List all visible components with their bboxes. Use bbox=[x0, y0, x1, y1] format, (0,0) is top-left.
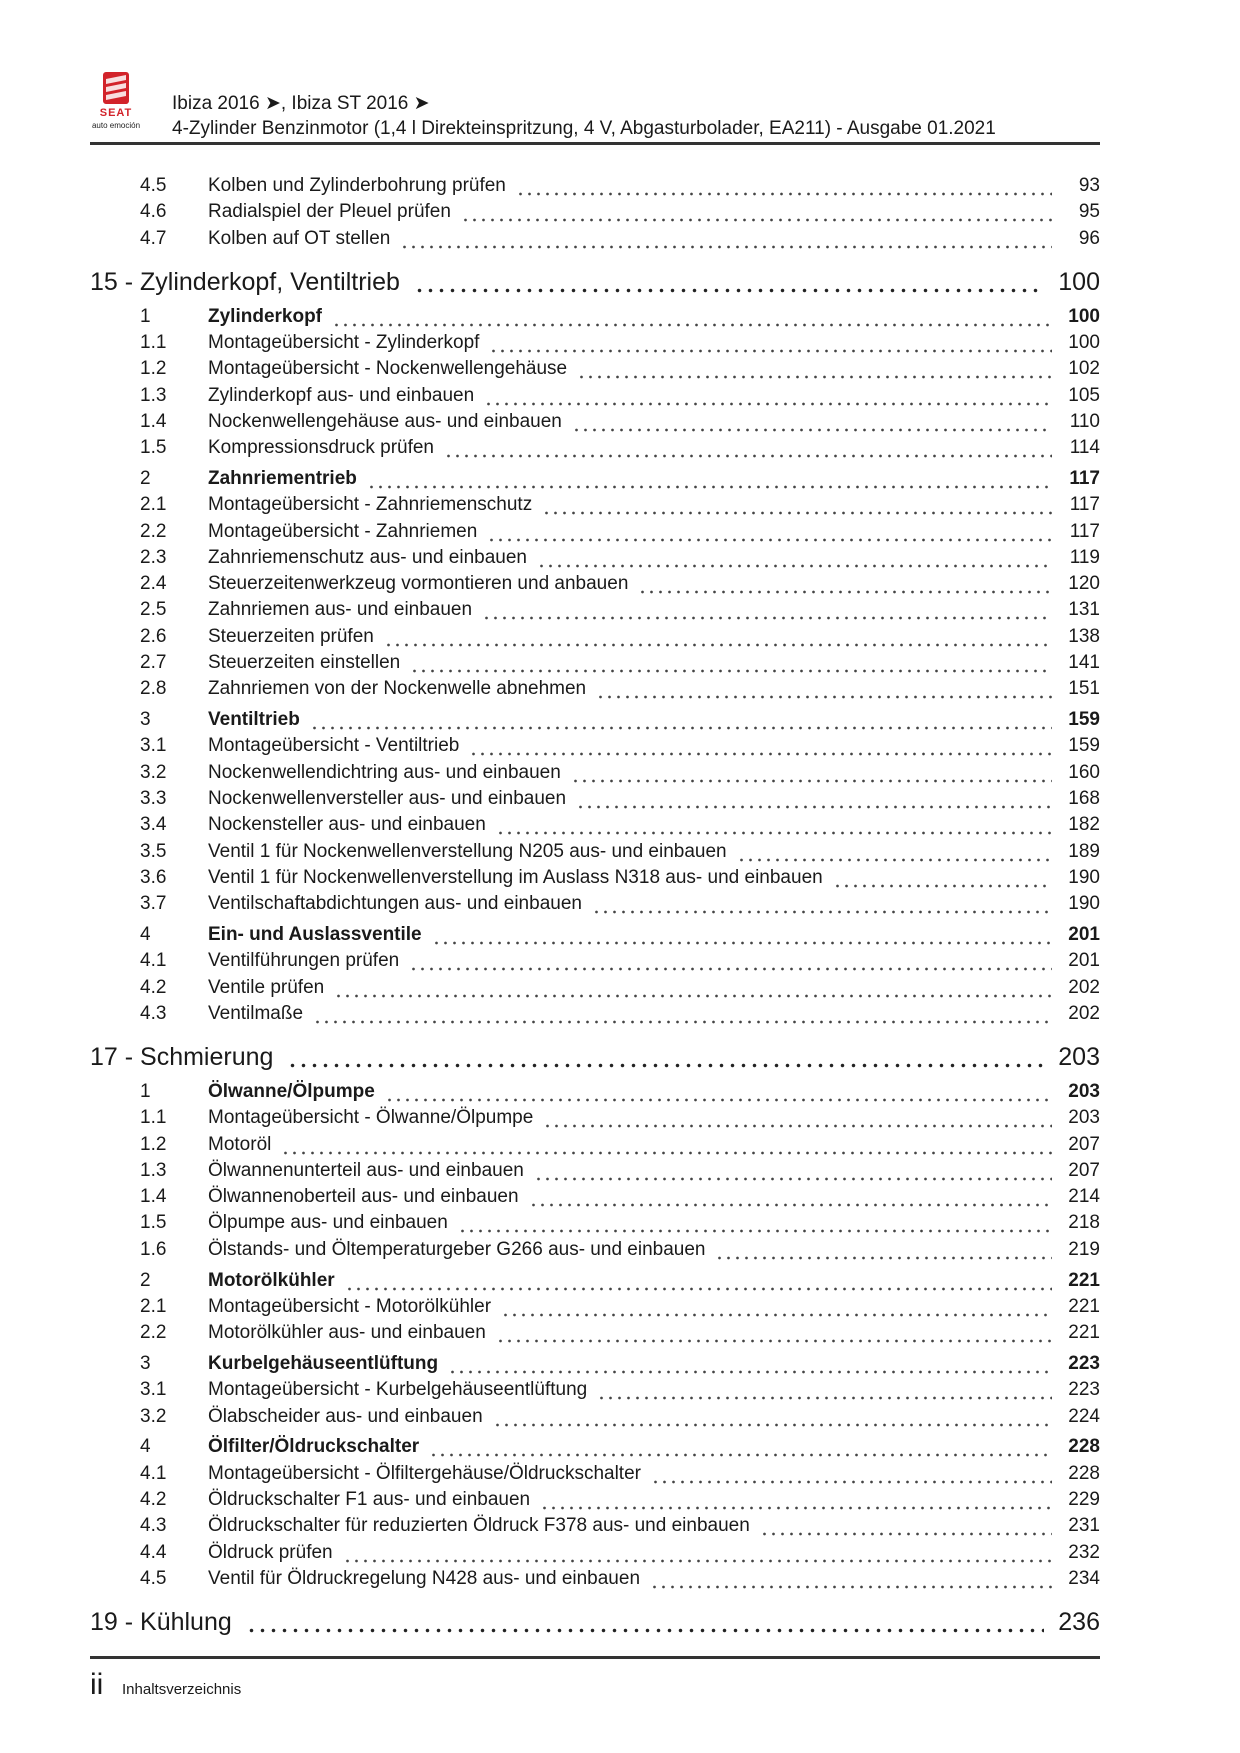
toc-entry-number: 4 bbox=[140, 924, 151, 945]
toc-entry-title: Ein- und Auslassventile bbox=[208, 924, 422, 945]
dot-leader bbox=[576, 789, 1052, 809]
toc-entry-title: Ölfilter/Öldruckschalter bbox=[208, 1436, 420, 1458]
toc-entry-number: 3.2 bbox=[140, 761, 167, 783]
dot-leader bbox=[482, 600, 1052, 620]
toc-entry-number: 1.1 bbox=[140, 1107, 167, 1129]
toc-entry-number: 1 bbox=[140, 305, 151, 327]
toc-subsection-entry[interactable] bbox=[90, 675, 1100, 703]
dot-leader bbox=[493, 1407, 1052, 1427]
toc-entry-page: 207 bbox=[1068, 1133, 1100, 1155]
toc-entry-title: Ölwanne/Ölpumpe bbox=[208, 1080, 375, 1102]
toc-entry-number: 1.6 bbox=[140, 1238, 167, 1260]
toc-entry-page: 228 bbox=[1068, 1462, 1100, 1484]
toc-entry-page: 231 bbox=[1068, 1515, 1100, 1537]
toc-entry-number: 1.2 bbox=[140, 1133, 167, 1155]
toc-entry-page: 223 bbox=[1068, 1379, 1100, 1401]
dot-leader bbox=[458, 1213, 1052, 1233]
toc-entry-number: 3.4 bbox=[140, 814, 167, 836]
toc-entry-title: Montageübersicht - Zylinderkopf bbox=[208, 331, 480, 353]
toc-entry-page: 232 bbox=[1068, 1541, 1100, 1563]
toc-subsection-entry[interactable] bbox=[90, 491, 1100, 519]
toc-entry-number: 2 bbox=[140, 467, 151, 489]
toc-entry-number: 2.7 bbox=[140, 652, 167, 673]
toc-entry-title: Zahnriemen aus- und einbauen bbox=[208, 599, 473, 621]
toc-subsection-entry[interactable] bbox=[90, 890, 1100, 918]
seat-logo bbox=[88, 72, 160, 134]
dot-leader bbox=[651, 1464, 1052, 1484]
dot-leader bbox=[429, 1437, 1052, 1457]
header-engine-description: 4-Zylinder Benzinmotor (1,4 l Direkteinspritzung, 4 V, Abgasturbolader, EA211) - Ausgabe 01.2021 bbox=[172, 118, 996, 139]
footer-page-number: ii bbox=[90, 1668, 104, 1701]
toc-entry-page: 203 bbox=[1058, 1043, 1100, 1072]
footer-section-label: Inhaltsverzeichnis bbox=[122, 1681, 242, 1698]
toc-subsection-entry[interactable] bbox=[90, 1565, 1100, 1593]
toc-entry-number: 4.1 bbox=[140, 1462, 167, 1484]
toc-entry-number: 1.1 bbox=[140, 331, 167, 353]
dot-leader bbox=[461, 202, 1052, 222]
toc-entry-number: 2.2 bbox=[140, 520, 167, 542]
toc-entry-page: 228 bbox=[1068, 1436, 1100, 1458]
dot-leader bbox=[537, 548, 1052, 568]
dot-leader bbox=[334, 978, 1052, 998]
toc-subsection-entry[interactable] bbox=[90, 732, 1100, 760]
toc-entry-number: 2.3 bbox=[140, 546, 167, 568]
dot-leader bbox=[432, 925, 1052, 945]
dot-leader bbox=[715, 1240, 1052, 1260]
toc-subsection-entry[interactable] bbox=[90, 1104, 1100, 1132]
toc-entry-number: 4.6 bbox=[140, 201, 167, 223]
toc-entry-number: 3.7 bbox=[140, 893, 167, 915]
toc-entry-page: 190 bbox=[1068, 866, 1100, 888]
toc-entry-number: 1.2 bbox=[140, 358, 167, 380]
toc-entry-page: 100 bbox=[1058, 268, 1100, 297]
toc-entry-title: Kurbelgehäuseentlüftung bbox=[208, 1352, 439, 1374]
toc-entry-title: Ventile prüfen bbox=[208, 976, 325, 998]
toc-entry-title: Ventil 1 für Nockenwellenverstellung N205 aus- und einbauen bbox=[208, 840, 727, 862]
toc-subsection-entry[interactable] bbox=[90, 382, 1100, 410]
dot-leader bbox=[650, 1569, 1052, 1589]
dot-leader bbox=[760, 1516, 1052, 1536]
toc-subsection-entry[interactable] bbox=[90, 974, 1100, 1002]
toc-entry-number: 4.2 bbox=[140, 976, 167, 998]
dot-leader bbox=[345, 1271, 1052, 1291]
toc-subsection-entry[interactable] bbox=[90, 1209, 1100, 1237]
toc-subsection-entry[interactable] bbox=[90, 623, 1100, 651]
toc-entry-page: 214 bbox=[1068, 1186, 1100, 1208]
toc-entry-title: Ölwannenunterteil aus- und einbauen bbox=[208, 1159, 524, 1181]
toc-entry-number: 4.2 bbox=[140, 1488, 167, 1510]
dot-leader bbox=[496, 815, 1052, 835]
toc-entry-title: Montageübersicht - Zahnriemen bbox=[208, 520, 478, 542]
toc-entry-number: 4.3 bbox=[140, 1515, 167, 1537]
toc-subsection-entry[interactable] bbox=[90, 1460, 1100, 1488]
toc-entry-number: 4.4 bbox=[140, 1541, 167, 1563]
toc-entry-page: 95 bbox=[1078, 201, 1100, 223]
toc-entry-page: 201 bbox=[1068, 924, 1100, 945]
toc-entry-title: Montageübersicht - Ventiltrieb bbox=[208, 735, 460, 757]
header-vehicle-models: Ibiza 2016 ➤, Ibiza ST 2016 ➤ bbox=[172, 93, 430, 114]
dot-leader bbox=[310, 710, 1052, 730]
toc-entry-page: 114 bbox=[1069, 437, 1100, 459]
toc-entry-title: Zahnriementrieb bbox=[208, 467, 357, 489]
toc-entry-page: 224 bbox=[1068, 1405, 1100, 1427]
toc-entry-title: Nockenwellenversteller aus- und einbauen bbox=[208, 788, 567, 809]
dot-leader bbox=[577, 359, 1052, 379]
toc-entry-page: 141 bbox=[1068, 652, 1100, 673]
toc-entry-number: 4.3 bbox=[140, 1002, 167, 1024]
toc-subsection-entry[interactable] bbox=[90, 1131, 1100, 1159]
toc-entry-number: 2 bbox=[140, 1269, 151, 1291]
toc-entry-number: 3.2 bbox=[140, 1405, 167, 1427]
header-divider bbox=[90, 142, 1100, 145]
toc-entry-page: 120 bbox=[1068, 573, 1100, 595]
toc-entry-title: Ölstands- und Öltemperaturgeber G266 aus- und einbauen bbox=[208, 1238, 706, 1260]
toc-subsection-entry[interactable] bbox=[90, 198, 1100, 226]
toc-entry-title: Ventil 1 für Nockenwellenverstellung im Auslass N318 aus- und einbauen bbox=[208, 866, 823, 888]
dot-leader bbox=[540, 1490, 1052, 1510]
toc-chapter-entry[interactable] bbox=[90, 266, 1100, 300]
toc-entry-page: 202 bbox=[1068, 1002, 1100, 1024]
toc-entry-page: 102 bbox=[1068, 358, 1100, 380]
toc-entry-title: Ölabscheider aus- und einbauen bbox=[208, 1405, 483, 1427]
toc-entry-title: Kolben und Zylinderbohrung prüfen bbox=[208, 175, 506, 196]
toc-entry-page: 221 bbox=[1068, 1295, 1100, 1317]
toc-section-entry[interactable] bbox=[90, 1267, 1100, 1295]
toc-entry-page: 236 bbox=[1058, 1608, 1100, 1637]
toc-entry-title: Steuerzeiten prüfen bbox=[208, 625, 374, 647]
toc-entry-number: 4.5 bbox=[140, 1567, 167, 1589]
dot-leader bbox=[571, 763, 1052, 783]
toc-entry-title: Ventilführungen prüfen bbox=[208, 950, 400, 972]
dot-leader bbox=[592, 894, 1052, 914]
dot-leader bbox=[385, 1082, 1052, 1102]
toc-entry-number: 2.4 bbox=[140, 573, 167, 595]
toc-entry-number: 1 bbox=[140, 1080, 151, 1102]
dot-leader bbox=[281, 1135, 1052, 1155]
toc-section-entry[interactable] bbox=[90, 1433, 1100, 1461]
toc-subsection-entry[interactable] bbox=[90, 649, 1100, 677]
toc-section-entry[interactable] bbox=[90, 1078, 1100, 1106]
toc-entry-page: 201 bbox=[1068, 950, 1100, 972]
toc-entry-number: 3.5 bbox=[140, 840, 167, 862]
seat-emblem-icon bbox=[88, 72, 160, 134]
toc-subsection-entry[interactable] bbox=[90, 1539, 1100, 1567]
svg-text:auto emoción: auto emoción bbox=[91, 121, 141, 130]
toc-chapter-entry[interactable] bbox=[90, 1041, 1100, 1075]
dot-leader bbox=[287, 1048, 1044, 1068]
toc-section-entry[interactable] bbox=[90, 1350, 1100, 1378]
dot-leader bbox=[534, 1161, 1052, 1181]
toc-entry-title: Motoröl bbox=[208, 1133, 272, 1155]
toc-subsection-entry[interactable] bbox=[90, 811, 1100, 839]
toc-entry-page: 189 bbox=[1068, 840, 1100, 862]
toc-entry-title: Ventil für Öldruckregelung N428 aus- und einbauen bbox=[208, 1567, 641, 1589]
toc-entry-page: 221 bbox=[1068, 1322, 1100, 1344]
toc-entry-page: 131 bbox=[1068, 599, 1100, 621]
dot-leader bbox=[529, 1187, 1052, 1207]
toc-entry-title: Motorölkühler bbox=[208, 1269, 335, 1291]
dot-leader bbox=[246, 1613, 1045, 1633]
toc-subsection-entry[interactable] bbox=[90, 1000, 1100, 1028]
toc-entry-number: 2.2 bbox=[140, 1322, 167, 1344]
toc-entry-number: 1.5 bbox=[140, 1212, 167, 1234]
toc-entry-number: 1.4 bbox=[140, 1186, 167, 1208]
toc-entry-title: Zylinderkopf bbox=[208, 305, 323, 327]
toc-subsection-entry[interactable] bbox=[90, 434, 1100, 462]
toc-entry-page: 159 bbox=[1068, 735, 1100, 757]
footer-divider bbox=[90, 1656, 1100, 1659]
toc-entry-number: 4.5 bbox=[140, 175, 167, 196]
dot-leader bbox=[409, 951, 1052, 971]
toc-entry-page: 117 bbox=[1069, 467, 1100, 489]
dot-leader bbox=[400, 229, 1052, 249]
toc-subsection-entry[interactable] bbox=[90, 1293, 1100, 1321]
toc-entry-title: Ventiltrieb bbox=[208, 709, 300, 731]
toc-entry-title: Zahnriemenschutz aus- und einbauen bbox=[208, 546, 527, 568]
toc-subsection-entry[interactable] bbox=[90, 172, 1100, 200]
toc-subsection-entry[interactable] bbox=[90, 596, 1100, 624]
toc-entry-number: 1.4 bbox=[140, 410, 167, 432]
dot-leader bbox=[444, 438, 1052, 458]
dot-leader bbox=[487, 522, 1052, 542]
toc-entry-page: 223 bbox=[1068, 1352, 1100, 1374]
toc-section-entry[interactable] bbox=[90, 921, 1100, 949]
dot-leader bbox=[489, 333, 1052, 353]
toc-entry-title: Öldruck prüfen bbox=[208, 1541, 333, 1563]
toc-entry-page: 96 bbox=[1078, 227, 1100, 249]
toc-entry-number: 3.3 bbox=[140, 788, 167, 809]
toc-entry-page: 159 bbox=[1068, 709, 1100, 731]
dot-leader bbox=[343, 1543, 1052, 1563]
toc-section-entry[interactable] bbox=[90, 303, 1100, 331]
toc-entry-title: Nockensteller aus- und einbauen bbox=[208, 814, 486, 836]
toc-entry-title: Montageübersicht - Motorölkühler bbox=[208, 1295, 492, 1317]
dot-leader bbox=[410, 653, 1052, 673]
dot-leader bbox=[737, 842, 1052, 862]
toc-entry-title: Motorölkühler aus- und einbauen bbox=[208, 1322, 486, 1344]
toc-entry-title: Ölpumpe aus- und einbauen bbox=[208, 1212, 448, 1234]
toc-subsection-entry[interactable] bbox=[90, 864, 1100, 892]
toc-entry-title: Montageübersicht - Zahnriemenschutz bbox=[208, 494, 533, 516]
toc-entry-title: Ventilmaße bbox=[208, 1002, 304, 1024]
toc-entry-title: 19 - Kühlung bbox=[90, 1608, 232, 1637]
toc-entry-number: 3.1 bbox=[140, 735, 167, 757]
toc-entry-page: 119 bbox=[1069, 546, 1100, 568]
dot-leader bbox=[516, 176, 1052, 196]
dot-leader bbox=[638, 574, 1052, 594]
toc-entry-title: Radialspiel der Pleuel prüfen bbox=[208, 201, 451, 223]
toc-entry-number: 4.7 bbox=[140, 227, 167, 249]
toc-entry-page: 100 bbox=[1068, 331, 1100, 353]
toc-entry-number: 1.5 bbox=[140, 437, 167, 459]
toc-subsection-entry[interactable] bbox=[90, 1319, 1100, 1347]
toc-entry-title: Montageübersicht - Kurbelgehäuseentlüftung bbox=[208, 1379, 588, 1401]
toc-subsection-entry[interactable] bbox=[90, 570, 1100, 598]
toc-entry-page: 138 bbox=[1068, 625, 1100, 647]
toc-entry-number: 2.6 bbox=[140, 625, 167, 647]
dot-leader bbox=[597, 1380, 1052, 1400]
toc-entry-title: Öldruckschalter für reduzierten Öldruck F378 aus- und einbauen bbox=[208, 1515, 750, 1537]
toc-entry-page: 203 bbox=[1068, 1080, 1100, 1102]
toc-entry-title: Montageübersicht - Ölwanne/Ölpumpe bbox=[208, 1107, 534, 1129]
toc-entry-number: 4 bbox=[140, 1436, 151, 1458]
toc-entry-title: Montageübersicht - Ölfiltergehäuse/Öldruckschalter bbox=[208, 1462, 641, 1484]
toc-entry-title: Steuerzeitenwerkzeug vormontieren und anbauen bbox=[208, 573, 629, 595]
toc-entry-number: 2.8 bbox=[140, 678, 167, 700]
toc-section-entry[interactable] bbox=[90, 706, 1100, 734]
toc-entry-title: Montageübersicht - Nockenwellengehäuse bbox=[208, 358, 568, 380]
toc-subsection-entry[interactable] bbox=[90, 544, 1100, 572]
toc-entry-page: 218 bbox=[1068, 1212, 1100, 1234]
dot-leader bbox=[501, 1297, 1052, 1317]
toc-entry-title: Nockenwellengehäuse aus- und einbauen bbox=[208, 410, 562, 432]
toc-entry-title: Kompressionsdruck prüfen bbox=[208, 437, 434, 459]
toc-entry-page: 105 bbox=[1068, 384, 1100, 406]
dot-leader bbox=[484, 386, 1052, 406]
toc-subsection-entry[interactable] bbox=[90, 225, 1100, 253]
toc-entry-page: 151 bbox=[1068, 678, 1100, 700]
toc-subsection-entry[interactable] bbox=[90, 838, 1100, 866]
toc-entry-page: 207 bbox=[1068, 1159, 1100, 1181]
toc-entry-title: Ventilschaftabdichtungen aus- und einbauen bbox=[208, 893, 582, 915]
dot-leader bbox=[384, 627, 1052, 647]
toc-entry-page: 160 bbox=[1068, 761, 1100, 783]
dot-leader bbox=[448, 1354, 1052, 1374]
toc-subsection-entry[interactable] bbox=[90, 329, 1100, 357]
toc-entry-page: 100 bbox=[1068, 305, 1100, 327]
toc-entry-page: 203 bbox=[1068, 1107, 1100, 1129]
toc-subsection-entry[interactable] bbox=[90, 759, 1100, 787]
dot-leader bbox=[543, 1108, 1052, 1128]
dot-leader bbox=[414, 273, 1044, 293]
toc-entry-title: 15 - Zylinderkopf, Ventiltrieb bbox=[90, 268, 400, 297]
toc-entry-title: Kolben auf OT stellen bbox=[208, 227, 391, 249]
toc-entry-page: 190 bbox=[1068, 893, 1100, 915]
dot-leader bbox=[496, 1323, 1052, 1343]
toc-subsection-entry[interactable] bbox=[90, 785, 1100, 813]
toc-subsection-entry[interactable] bbox=[90, 1376, 1100, 1404]
toc-entry-title: Steuerzeiten einstellen bbox=[208, 652, 401, 673]
toc-chapter-entry[interactable] bbox=[90, 1606, 1100, 1640]
toc-subsection-entry[interactable] bbox=[90, 1183, 1100, 1211]
toc-subsection-entry[interactable] bbox=[90, 1403, 1100, 1431]
toc-entry-page: 221 bbox=[1068, 1269, 1100, 1291]
toc-entry-title: Öldruckschalter F1 aus- und einbauen bbox=[208, 1488, 531, 1510]
toc-entry-title: Zylinderkopf aus- und einbauen bbox=[208, 384, 475, 406]
toc-entry-page: 229 bbox=[1068, 1488, 1100, 1510]
svg-text:SEAT: SEAT bbox=[99, 107, 133, 119]
toc-entry-page: 182 bbox=[1068, 814, 1100, 836]
toc-section-entry[interactable] bbox=[90, 465, 1100, 493]
toc-subsection-entry[interactable] bbox=[90, 518, 1100, 546]
toc-subsection-entry[interactable] bbox=[90, 1236, 1100, 1264]
toc-entry-page: 168 bbox=[1068, 788, 1100, 809]
toc-entry-number: 1.3 bbox=[140, 384, 167, 406]
toc-entry-page: 93 bbox=[1078, 175, 1100, 196]
toc-entry-page: 219 bbox=[1068, 1238, 1100, 1260]
dot-leader bbox=[833, 868, 1052, 888]
toc-entry-number: 3 bbox=[140, 709, 151, 731]
toc-entry-page: 202 bbox=[1068, 976, 1100, 998]
toc-subsection-entry[interactable] bbox=[90, 355, 1100, 383]
toc-subsection-entry[interactable] bbox=[90, 408, 1100, 436]
toc-subsection-entry[interactable] bbox=[90, 1512, 1100, 1540]
toc-subsection-entry[interactable] bbox=[90, 947, 1100, 975]
toc-entry-number: 3.1 bbox=[140, 1379, 167, 1401]
toc-entry-number: 2.1 bbox=[140, 494, 167, 516]
toc-entry-number: 2.1 bbox=[140, 1295, 167, 1317]
toc-entry-title: 17 - Schmierung bbox=[90, 1043, 274, 1072]
dot-leader bbox=[596, 679, 1052, 699]
toc-entry-page: 234 bbox=[1068, 1567, 1100, 1589]
toc-entry-page: 117 bbox=[1069, 494, 1100, 516]
dot-leader bbox=[542, 495, 1052, 515]
toc-entry-page: 110 bbox=[1069, 410, 1100, 432]
dot-leader bbox=[469, 736, 1052, 756]
toc-entry-number: 1.3 bbox=[140, 1159, 167, 1181]
toc-subsection-entry[interactable] bbox=[90, 1486, 1100, 1514]
toc-entry-number: 2.5 bbox=[140, 599, 167, 621]
toc-entry-number: 3.6 bbox=[140, 866, 167, 888]
toc-subsection-entry[interactable] bbox=[90, 1157, 1100, 1185]
dot-leader bbox=[332, 307, 1052, 327]
toc-entry-number: 3 bbox=[140, 1352, 151, 1374]
toc-entry-title: Nockenwellendichtring aus- und einbauen bbox=[208, 761, 561, 783]
toc-entry-title: Ölwannenoberteil aus- und einbauen bbox=[208, 1186, 519, 1208]
toc-entry-number: 4.1 bbox=[140, 950, 167, 972]
dot-leader bbox=[313, 1004, 1052, 1024]
dot-leader bbox=[572, 412, 1052, 432]
dot-leader bbox=[367, 469, 1052, 489]
toc-entry-title: Zahnriemen von der Nockenwelle abnehmen bbox=[208, 678, 587, 700]
toc-entry-page: 117 bbox=[1069, 520, 1100, 542]
